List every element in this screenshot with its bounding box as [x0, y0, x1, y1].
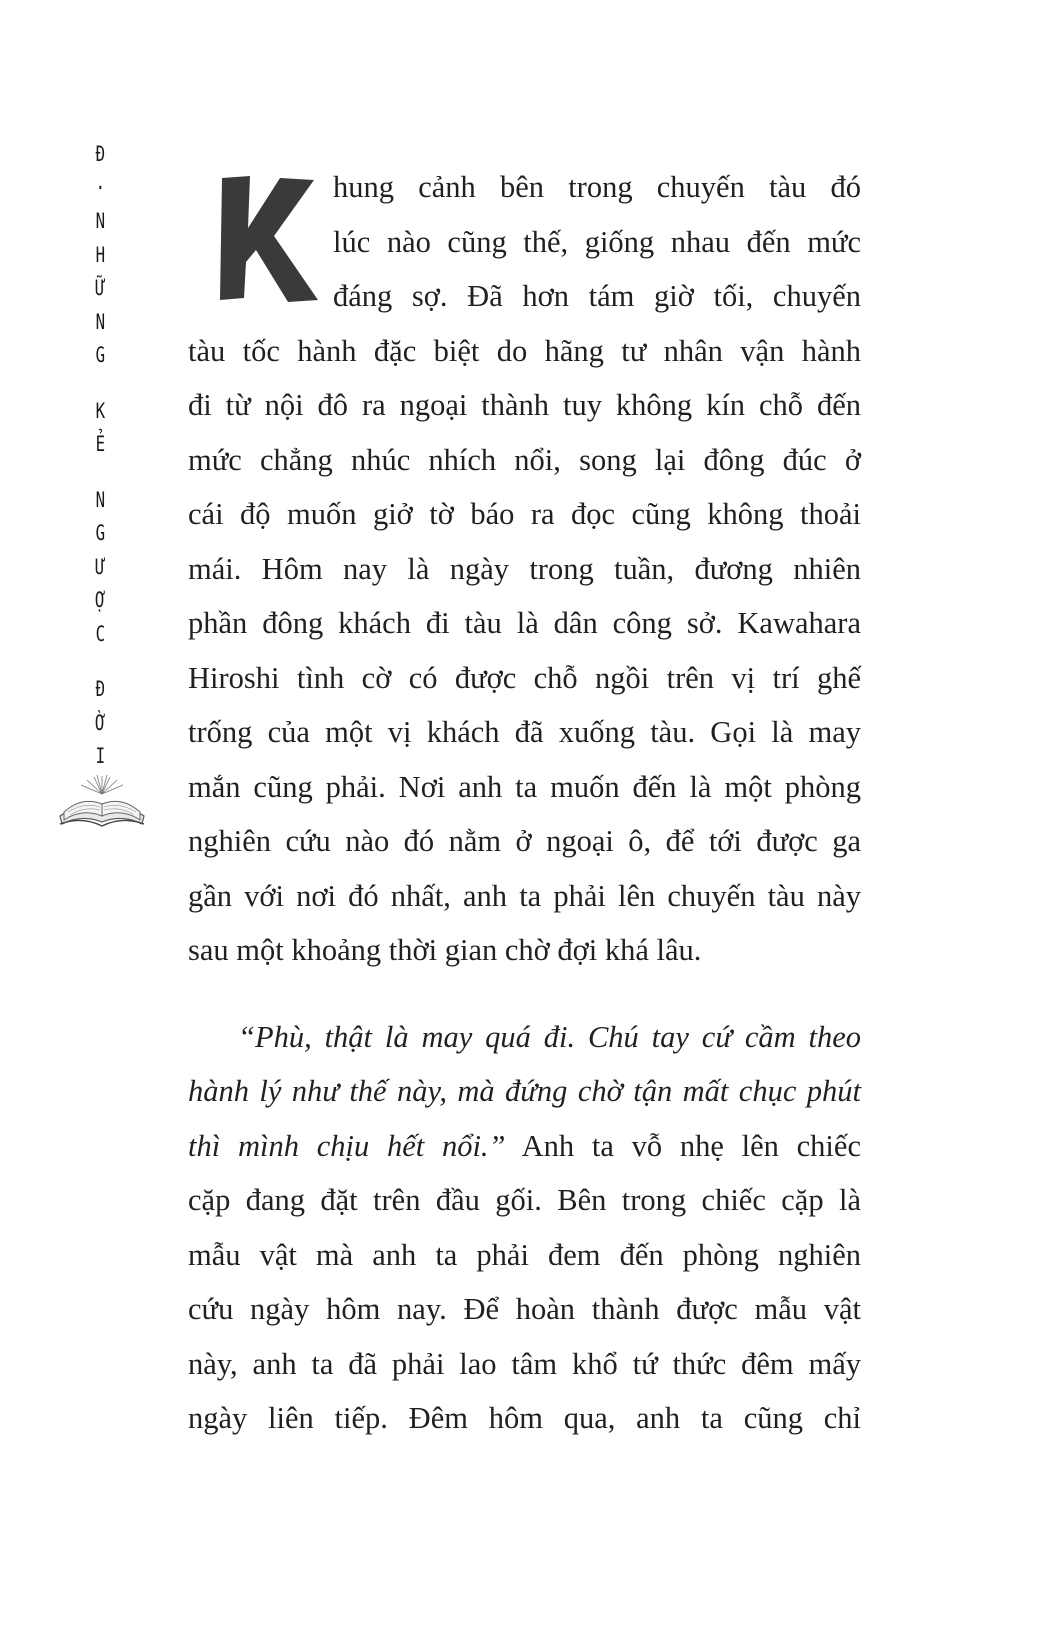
side-char: Đ [95, 677, 105, 701]
side-char: K [95, 398, 105, 423]
text-line: sau một khoảng thời gian chờ đợi khá lâu. [188, 933, 702, 967]
side-char: Ờ [95, 710, 105, 735]
text-line-mixed [188, 1119, 861, 1174]
side-char: Ư [95, 554, 105, 579]
side-char: H [95, 242, 105, 267]
text-line: cứu ngày hôm nay. Để hoàn thành được mẫu vật [188, 1292, 861, 1326]
paragraph-1 [188, 160, 861, 978]
text-line: phần đông khách đi tàu là dân công sở. Kawahara [188, 606, 861, 640]
side-char: N [95, 487, 105, 512]
text-line: mắn cũng phải. Nơi anh ta muốn đến là một phòng [188, 769, 861, 804]
text-line: hung cảnh bên trong chuyến tàu đó [333, 170, 861, 204]
text-line: mẫu vật mà anh ta phải đem đến phòng nghiên [188, 1237, 861, 1272]
side-char: N [95, 309, 105, 334]
text-line: trống của một vị khách đã xuống tàu. Gọi là may [188, 715, 861, 749]
text-line-italic [188, 1064, 861, 1119]
regular-text: Anh ta vỗ nhẹ lên chiếc [505, 1128, 861, 1163]
text-line: Hiroshi tình cờ có được chỗ ngồi trên vị trí ghế [188, 660, 861, 695]
text-line: mái. Hôm nay là ngày trong tuần, đương nhiên [188, 551, 861, 586]
side-char: · [95, 175, 105, 200]
side-char: N [95, 209, 105, 233]
side-char: Ẻ [95, 432, 105, 456]
text-line: mức chẳng nhúc nhích nổi, song lại đông đúc ở [188, 442, 861, 477]
paragraph-2 [188, 1010, 861, 1446]
text-line: tàu tốc hành đặc biệt do hãng tư nhân vận hành [188, 333, 861, 368]
italic-text: hành lý như thế này, mà đứng chờ tận mất chục phút [188, 1074, 861, 1108]
side-char: G [95, 343, 105, 367]
side-char: G [95, 521, 105, 545]
side-char: C [95, 621, 105, 646]
italic-text: thì mình chịu hết nổi.” [188, 1128, 506, 1163]
text-line: đáng sợ. Đã hơn tám giờ tối, chuyến [333, 279, 861, 313]
text-line: gần với nơi đó nhất, anh ta phải lên chuyến tàu này [188, 878, 861, 913]
body-text [188, 160, 861, 1446]
running-header-vertical [88, 138, 112, 774]
open-book-icon [56, 772, 148, 832]
text-line: cái độ muốn giở tờ báo ra đọc cũng không thoải [188, 497, 861, 531]
side-char: Ữ [95, 276, 105, 300]
side-char: I [95, 744, 105, 768]
side-char: Đ [95, 142, 105, 166]
text-line-italic [188, 1010, 861, 1065]
text-line: cặp đang đặt trên đầu gối. Bên trong chiếc cặp là [188, 1183, 861, 1217]
italic-text: “Phù, thật là may quá đi. Chú tay cứ cầm theo [238, 1019, 861, 1054]
text-line: đi từ nội đô ra ngoại thành tuy không kín chỗ đến [188, 388, 861, 422]
text-line: nghiên cứu nào đó nằm ở ngoại ô, để tới được ga [188, 824, 861, 858]
text-line: này, anh ta đã phải lao tâm khổ tứ thức đêm mấy [188, 1346, 861, 1381]
text-line: lúc nào cũng thế, giống nhau đến mức [333, 224, 861, 259]
text-line: ngày liên tiếp. Đêm hôm qua, anh ta cũng chỉ [188, 1401, 861, 1435]
side-char: Ợ [95, 588, 105, 612]
